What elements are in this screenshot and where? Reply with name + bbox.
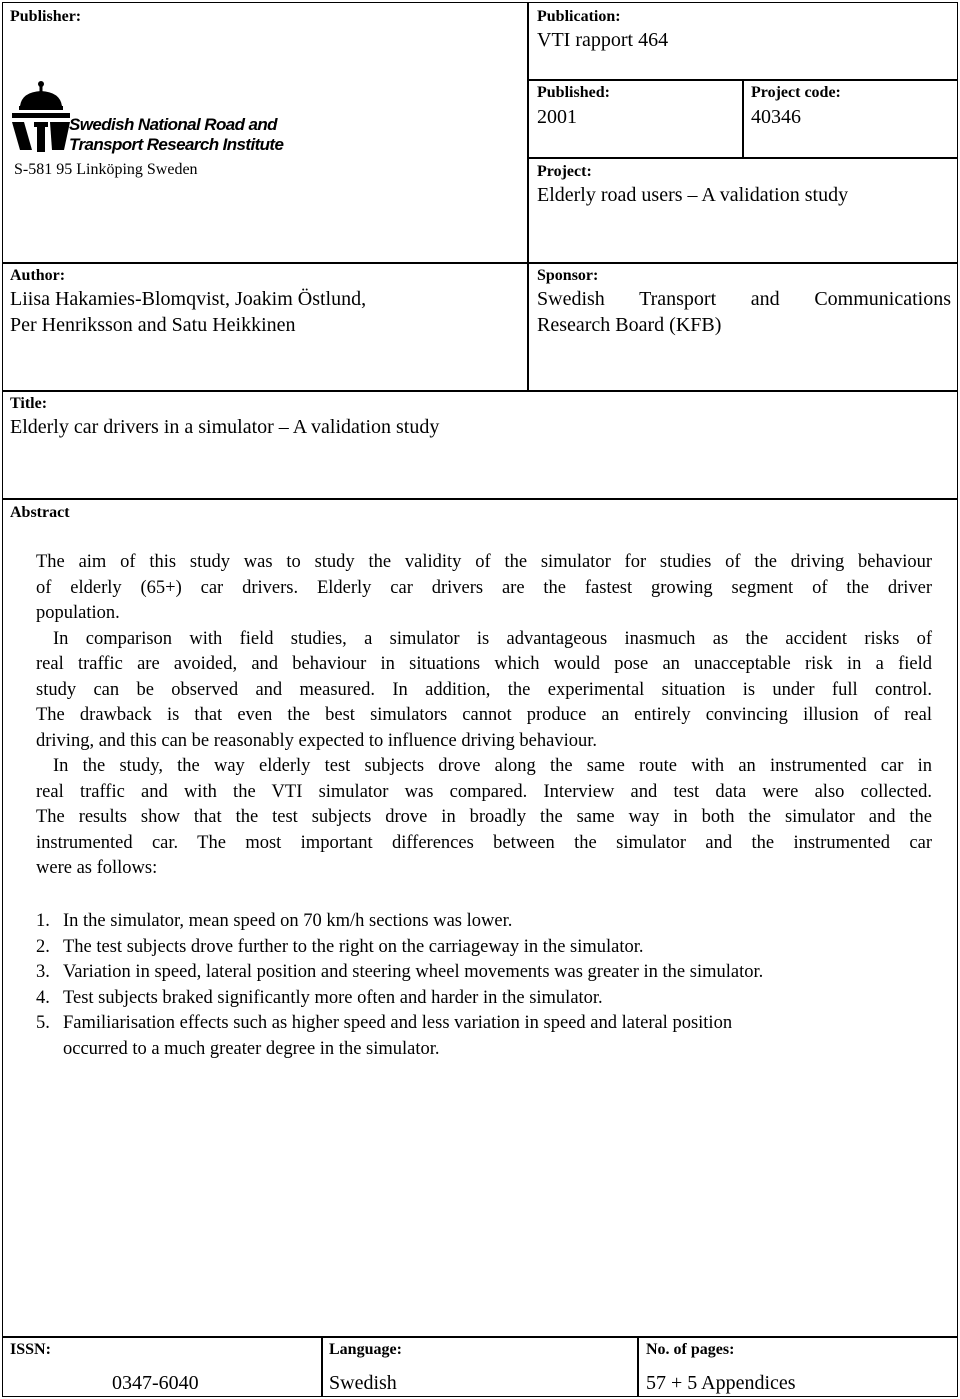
abstract-line: were as follows:	[36, 858, 158, 878]
logo-text-line2: Transport Research Institute	[69, 135, 284, 154]
abstract-line: instrumented car. The most important differences between the simulator and the instrumented car	[36, 832, 932, 853]
abstract-line: driving, and this can be reasonably expected to influence driving behaviour.	[36, 730, 597, 751]
issn-label: ISSN:	[10, 1341, 51, 1358]
vti-logo	[12, 80, 302, 160]
sponsor-line2: Research Board (KFB)	[537, 314, 722, 336]
list-item	[36, 986, 932, 1012]
project-code-label: Project code:	[751, 84, 841, 101]
list-item-number: 3.	[36, 962, 50, 982]
logo-text-line1: Swedish National Road and	[69, 115, 277, 134]
list-item-text: Test subjects braked significantly more often and harder in the simulator.	[63, 987, 603, 1008]
abstract-line: real traffic and with the VTI simulator was compared. Interview and test data were also collected.	[36, 781, 932, 802]
list-item-number: 5.	[36, 1013, 50, 1033]
sponsor-line1: Swedish Transport and Communications	[537, 288, 951, 310]
publication-label: Publication:	[537, 8, 621, 25]
publisher-address: S-581 95 Linköping Sweden	[14, 161, 198, 178]
list-item-text: Familiarisation effects such as higher speed and less variation in speed and lateral position	[63, 1013, 733, 1033]
abstract-line: In the study, the way elderly test subjects drove along the same route with an instrumented car in	[53, 756, 932, 776]
published-value: 2001	[537, 106, 577, 128]
issn-value: 0347-6040	[112, 1372, 199, 1394]
sponsor-label: Sponsor:	[537, 267, 599, 284]
project-value: Elderly road users – A validation study	[537, 184, 849, 206]
publication-value: VTI rapport 464	[537, 29, 669, 51]
list-item	[36, 960, 932, 986]
abstract-line: In comparison with field studies, a simulator is advantageous inasmuch as the accident risks of	[53, 628, 932, 649]
title-label: Title:	[10, 395, 48, 412]
list-item	[36, 1011, 932, 1063]
pages-value: 57 + 5 Appendices	[646, 1372, 796, 1394]
abstract-line: The drawback is that even the best simulators cannot produce an entirely convincing illusion of real	[36, 705, 932, 725]
publisher-label: Publisher:	[10, 8, 82, 25]
language-value: Swedish	[329, 1372, 397, 1394]
pages-label: No. of pages:	[646, 1341, 735, 1358]
list-item-number: 2.	[36, 936, 50, 957]
project-code-value: 40346	[751, 106, 801, 128]
author-line2: Per Henriksson and Satu Heikkinen	[10, 314, 296, 336]
abstract-line: real traffic are avoided, and behaviour in situations which would pose an unacceptable risk in a field	[36, 654, 932, 674]
list-item-text: The test subjects drove further to the right on the carriageway in the simulator.	[63, 936, 644, 957]
findings-list	[36, 909, 932, 1069]
list-item-number: 1.	[36, 911, 50, 931]
list-item-text: Variation in speed, lateral position and steering wheel movements was greater in the simulator.	[63, 962, 764, 982]
published-label: Published:	[537, 84, 610, 101]
list-item	[36, 909, 932, 935]
title-value: Elderly car drivers in a simulator – A validation study	[10, 416, 440, 438]
author-label: Author:	[10, 267, 66, 284]
list-item	[36, 935, 932, 961]
list-item-number: 4.	[36, 987, 50, 1008]
language-label: Language:	[329, 1341, 402, 1358]
abstract-line: The aim of this study was to study the validity of the simulator for studies of the driving behaviour	[36, 552, 932, 572]
abstract-line: study can be observed and measured. In addition, the experimental situation is under full control.	[36, 679, 932, 700]
title-box	[2, 390, 958, 500]
list-item-text: In the simulator, mean speed on 70 km/h sections was lower.	[63, 911, 513, 931]
abstract-line: population.	[36, 603, 120, 623]
author-line1: Liisa Hakamies-Blomqvist, Joakim Östlund,	[10, 288, 367, 310]
crown-emblem-icon	[12, 80, 70, 156]
list-item-text: occurred to a much greater degree in the simulator.	[63, 1038, 440, 1059]
abstract-line: The results show that the test subjects drove in broadly the same way in both the simulator and the	[36, 807, 932, 827]
abstract-label: Abstract	[10, 504, 70, 521]
project-label: Project:	[537, 163, 592, 180]
abstract-line: of elderly (65+) car drivers. Elderly car drivers are the fastest growing segment of the driver	[36, 577, 932, 598]
